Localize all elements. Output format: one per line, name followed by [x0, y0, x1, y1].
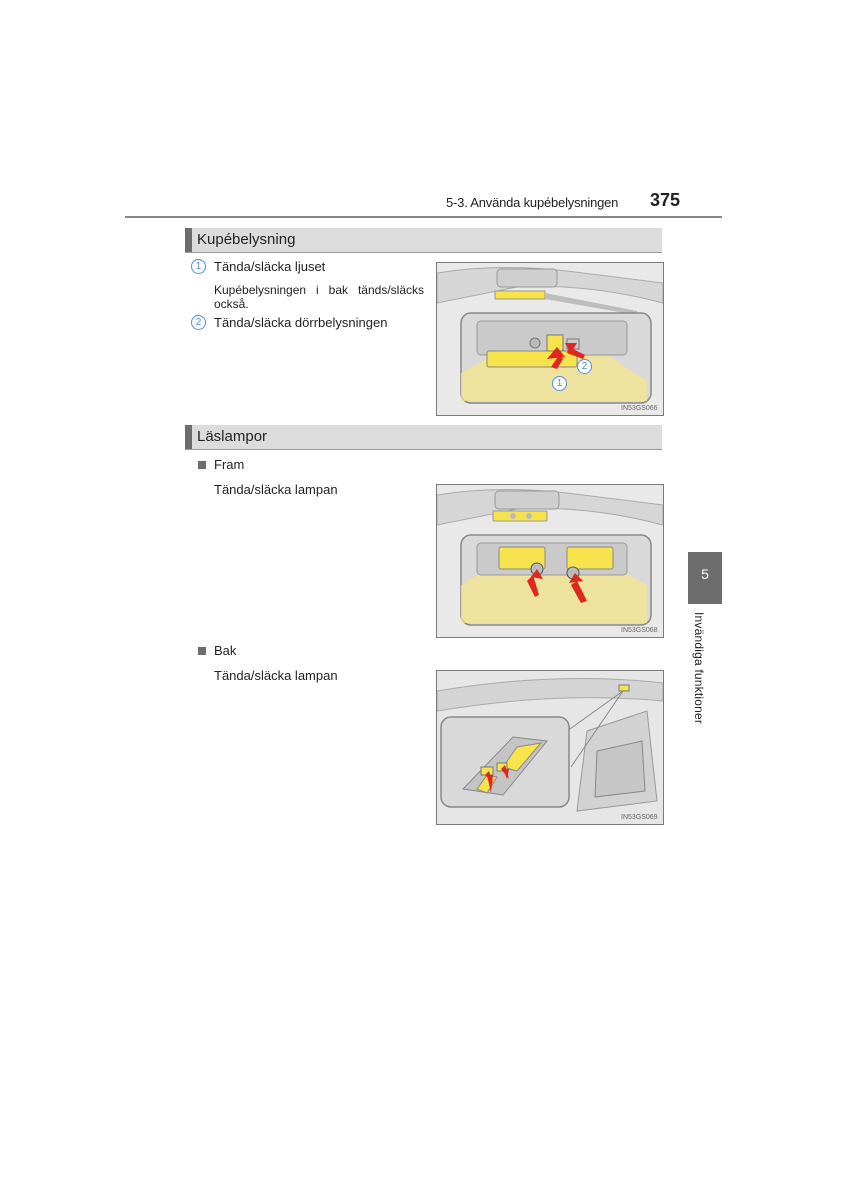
- section-heading-text: Läslampor: [197, 428, 268, 445]
- header-divider: [125, 216, 722, 218]
- subsection-title-bak: Bak: [214, 643, 237, 658]
- chapter-section-title: 5-3. Använda kupébelysningen: [446, 195, 619, 210]
- figure-callout-2: 2: [577, 359, 592, 374]
- item-label-2: Tända/släcka dörrbelysningen: [214, 315, 388, 330]
- interior-light-illustration: [437, 263, 663, 415]
- page-number: 375: [650, 190, 681, 210]
- section-heading-kupebelysning: [185, 228, 662, 253]
- section-heading-marker: [185, 228, 192, 252]
- subsection-text-fram: Tända/släcka lampan: [214, 482, 338, 497]
- rear-reading-lamp-illustration: [437, 671, 663, 824]
- figure-code: IN53GS069: [621, 814, 658, 821]
- callout-marker-1: 1: [191, 259, 206, 274]
- callout-marker-2: 2: [191, 315, 206, 330]
- front-reading-lamp-illustration: [437, 485, 663, 637]
- subsection-title-fram: Fram: [214, 457, 245, 472]
- chapter-tab-label: Invändiga funktioner: [692, 612, 706, 725]
- section-heading-marker: [185, 425, 192, 449]
- figure-code: IN53GS068: [621, 627, 658, 634]
- item-note-1: Kupébelysningen i bak tänds/släcks också.: [214, 283, 424, 311]
- bullet-square: [198, 461, 206, 469]
- chapter-tab-number: 5: [701, 566, 709, 582]
- figure-code: IN53GS066: [621, 405, 658, 412]
- figure-rear-reading-lamps: [436, 670, 664, 825]
- subsection-text-bak: Tända/släcka lampan: [214, 668, 338, 683]
- figure-callout-1: 1: [552, 376, 567, 391]
- figure-front-reading-lamps: [436, 484, 664, 638]
- chapter-tab: [688, 552, 722, 604]
- bullet-square: [198, 647, 206, 655]
- section-heading-text: Kupébelysning: [197, 231, 296, 248]
- item-label-1: Tända/släcka ljuset: [214, 259, 326, 274]
- figure-interior-light: [436, 262, 664, 416]
- section-heading-laslampor: [185, 425, 662, 450]
